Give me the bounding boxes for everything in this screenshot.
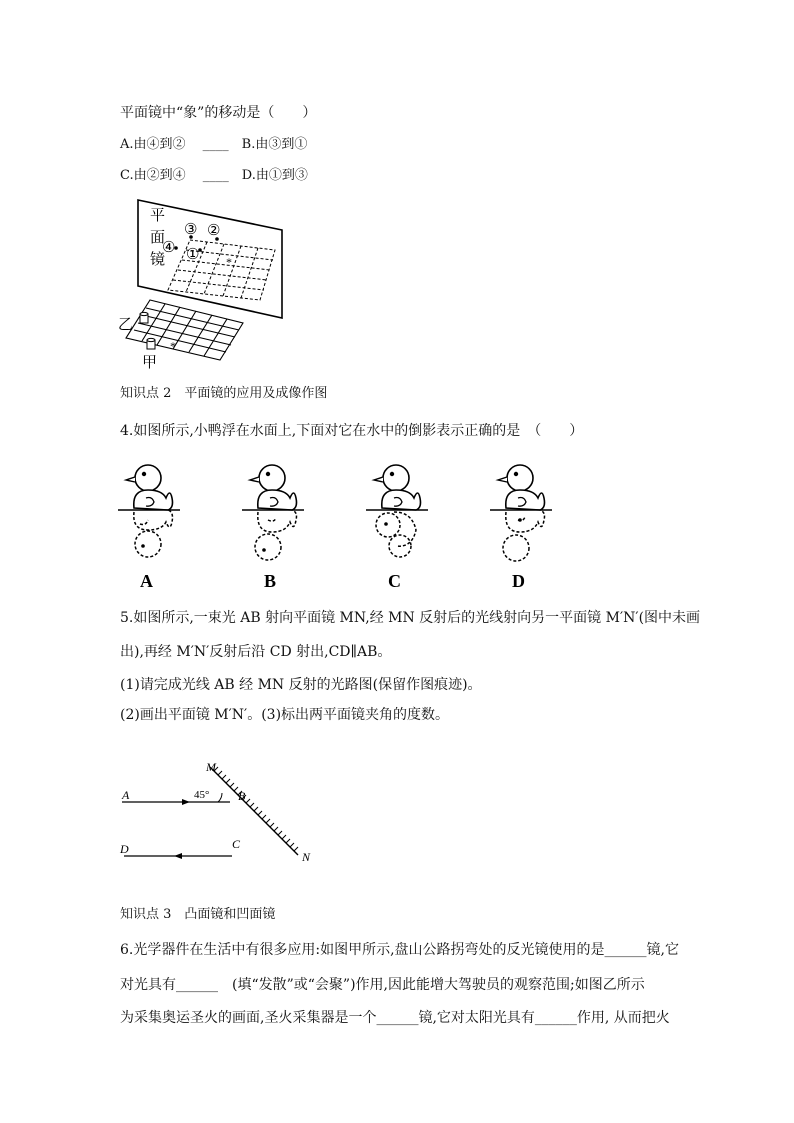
choice-c: C <box>388 571 401 591</box>
duck-reflection-figure <box>118 450 558 595</box>
label-4: ④ <box>162 240 176 256</box>
label-m: M <box>206 760 216 774</box>
label-a: A <box>122 788 130 802</box>
q4-stem: 4.如图所示,小鸭浮在水面上,下面对它在水中的倒影表示正确的是 （ ） <box>120 423 584 439</box>
ray-diagram <box>112 755 332 870</box>
label-1: ① <box>186 247 200 263</box>
choice-d: D <box>512 571 525 591</box>
q5-line2: 出),再经 M′N′反射后沿 CD 射出,CD∥AB。 <box>120 644 392 660</box>
label-b: B <box>238 789 246 803</box>
mirror-label-3: 镜 <box>150 252 166 268</box>
mirror-label-2: 面 <box>150 230 166 246</box>
star-mark: * <box>226 255 232 269</box>
q5-line1: 5.如图所示,一束光 AB 射向平面镜 MN,经 MN 反射后的光线射向另一平面镜 M′N′(图中未画 <box>120 610 701 626</box>
label-3: ③ <box>184 222 198 238</box>
mirror-label-1: 平 <box>150 208 166 224</box>
section3-heading: 知识点 3 凸面镜和凹面镜 <box>120 907 276 922</box>
q3-stem: 平面镜中“象”的移动是（ ） <box>120 105 317 121</box>
q3-option-ab: A.由④到② ____ B.由③到① <box>120 137 308 152</box>
label-d: D <box>120 842 129 856</box>
q3-option-cd: C.由②到④ ____ D.由①到③ <box>120 168 308 183</box>
section2-heading: 知识点 2 平面镜的应用及成像作图 <box>120 386 328 401</box>
q6-line1: 6.光学器件在生活中有很多应用:如图甲所示,盘山公路拐弯处的反光镜使用的是______镜,它 <box>120 942 679 958</box>
label-yi: 乙 <box>118 317 134 333</box>
q5-part1: (1)请完成光线 AB 经 MN 反射的光路图(保留作图痕迹)。 <box>120 677 482 693</box>
svg-text:*: * <box>170 339 176 353</box>
angle-label: 45° <box>194 789 210 801</box>
floor-grid <box>126 300 243 360</box>
choice-b: B <box>264 571 277 591</box>
choice-a: A <box>140 571 153 591</box>
q6-line3: 为采集奥运圣火的画面,圣火采集器是一个______镜,它对太阳光具有______作用, 从而把火 <box>120 1010 670 1026</box>
q5-part2: (2)画出平面镜 M′N′。(3)标出两平面镜夹角的度数。 <box>120 707 450 723</box>
label-2: ② <box>207 223 221 239</box>
q6-line2: 对光具有______ (填“发散”或“会聚”)作用,因此能增大驾驶员的观察范围;如图乙所示 <box>120 977 645 993</box>
label-c: C <box>232 837 241 851</box>
plane-mirror-figure <box>110 190 300 375</box>
image-grid <box>168 240 275 300</box>
label-jia: 甲 <box>142 355 158 371</box>
label-n: N <box>302 850 311 864</box>
